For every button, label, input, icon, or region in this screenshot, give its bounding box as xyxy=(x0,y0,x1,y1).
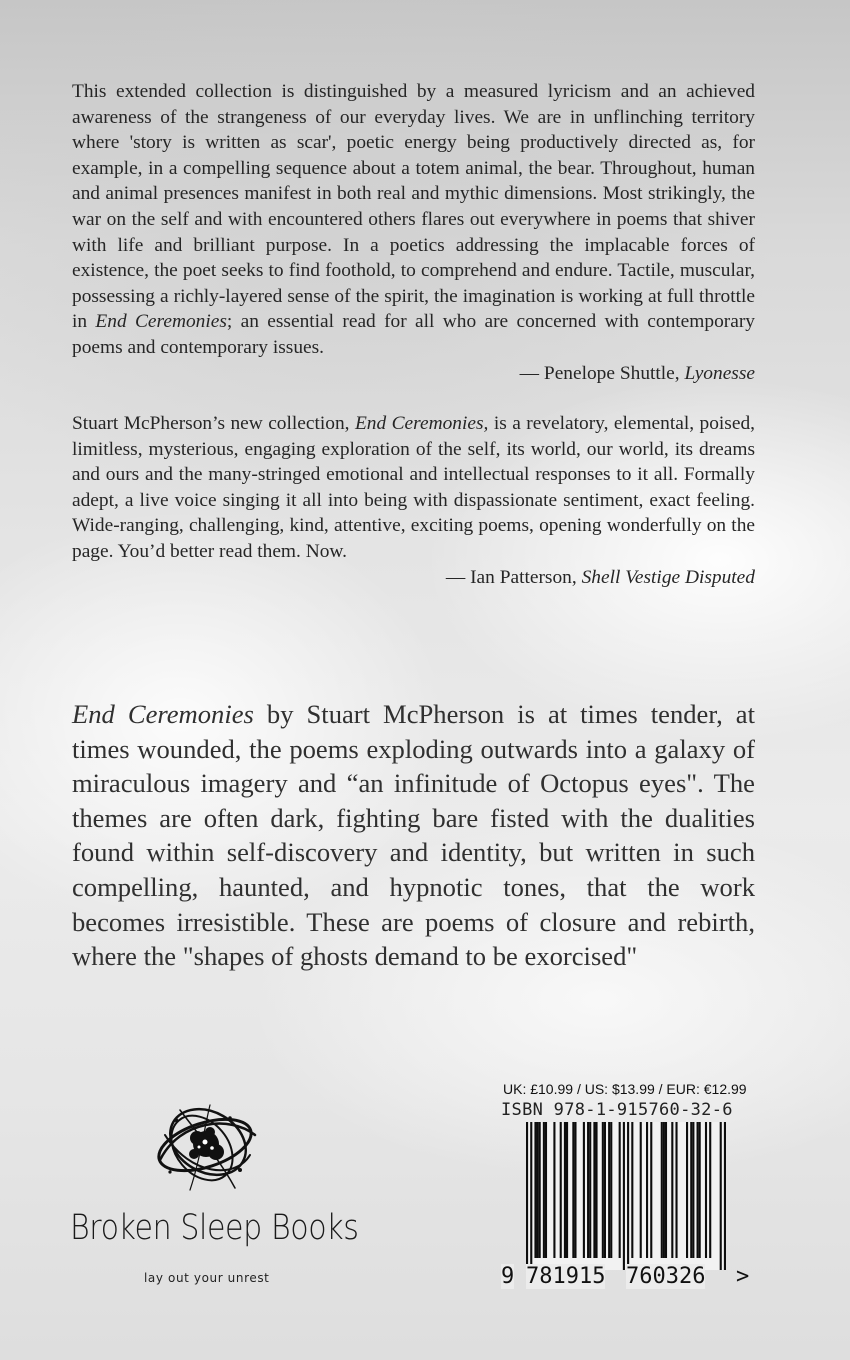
barcode-bar xyxy=(543,1122,545,1258)
barcode-bar xyxy=(705,1122,707,1258)
barcode-bar xyxy=(587,1122,589,1258)
barcode-bar xyxy=(720,1122,722,1270)
barcode-bar xyxy=(661,1122,663,1258)
barcode-bar xyxy=(623,1122,625,1270)
ink-scribble-logo-icon xyxy=(150,1100,265,1195)
barcode-bar xyxy=(663,1122,665,1258)
barcode-bar xyxy=(608,1122,610,1258)
barcode-bar xyxy=(697,1122,699,1258)
barcode-bar xyxy=(675,1122,677,1258)
barcode-bar xyxy=(595,1122,597,1258)
barcode-bar xyxy=(572,1122,574,1258)
barcode-bar xyxy=(671,1122,673,1258)
barcode-bar xyxy=(631,1122,633,1258)
barcode-bar xyxy=(574,1122,576,1258)
barcode-bar xyxy=(610,1122,612,1258)
barcode-bar xyxy=(589,1122,591,1258)
barcode-bar xyxy=(640,1122,642,1258)
barcode-bar xyxy=(537,1122,539,1258)
barcode-bar xyxy=(709,1122,711,1258)
barcode-bar xyxy=(724,1122,726,1270)
book-title: End Ceremonies xyxy=(95,311,227,333)
barcode-bar xyxy=(583,1122,585,1258)
barcode-bar xyxy=(692,1122,694,1258)
endorsement-attribution: — Ian Patterson, Shell Vestige Disputed xyxy=(445,566,755,588)
barcode-digits-left: 781915 xyxy=(526,1264,606,1289)
barcode-bar xyxy=(593,1122,595,1258)
barcode-bar xyxy=(553,1122,555,1258)
barcode-bar xyxy=(665,1122,667,1258)
endorsement-text: This extended collection is distinguished by a measured lyricism and an achieved awareness of the strangeness of our everyday lives. We are in unflinching territory where 'story is written as scar', poetic energy being productively directed as, for example, in a compelling sequence about a totem animal, the bear. Throughout, human and animal presences manifest in both real and mythic dimensions. Most strikingly, the war on the self and with encountered others flares out everywhere in poems that shiver with life and brilliant purpose. In a poetics addressing the implacable forces of existence, the poet seeks to find foothold, to comprehend and endure. Tactile, muscular, possessing a richly-layered sense of the spirit, the imagination is working at full throttle in End Ceremonies; an essential read for all who are concerned with contemporary poems and contemporary issues. xyxy=(72,81,755,358)
barcode-bar xyxy=(686,1122,688,1258)
book-title: End Ceremonies xyxy=(72,699,254,729)
isbn-line: ISBN 978-1-915760-32-6 xyxy=(501,1100,733,1120)
barcode-bar xyxy=(539,1122,541,1258)
barcode-bar xyxy=(560,1122,562,1258)
barcode-bar xyxy=(526,1122,528,1270)
price-line: UK: £10.99 / US: $13.99 / EUR: €12.99 xyxy=(503,1081,747,1097)
barcode-bar xyxy=(650,1122,652,1258)
barcode-bar xyxy=(690,1122,692,1258)
barcode-bar xyxy=(627,1122,629,1270)
barcode-bar xyxy=(604,1122,606,1258)
barcode-bar xyxy=(699,1122,701,1258)
barcode-quiet-zone-marker: > xyxy=(736,1264,750,1289)
publisher-tagline: lay out your unrest xyxy=(144,1271,270,1285)
barcode-bar xyxy=(619,1122,621,1258)
barcode-bars xyxy=(526,1122,726,1270)
barcode-digit-first: 9 xyxy=(501,1264,515,1289)
barcode-bar xyxy=(646,1122,648,1258)
barcode-bar xyxy=(530,1122,532,1270)
barcode-bar xyxy=(602,1122,604,1258)
barcode-background xyxy=(526,1122,726,1270)
barcode-bar xyxy=(564,1122,566,1258)
endorsement-patterson xyxy=(72,411,755,590)
barcode-bar xyxy=(566,1122,568,1258)
book-description: End Ceremonies by Stuart McPherson is at times tender, at times wounded, the poems exploding outwards into a galaxy of miraculous imagery and “an infinitude of Octopus eyes". The themes are often dark, fighting bare fisted with the dualities found within self-discovery and identity, but written in such compelling, haunted, and hypnotic tones, that the work becomes irresistible. These are poems of closure and rebirth, where the "shapes of ghosts demand to be exorcised" xyxy=(72,699,755,972)
endorsement-text: Stuart McPherson’s new collection, End Ceremonies, is a revelatory, elemental, poised, limitless, mysterious, engaging exploration of the self, its world, our world, its dreams and ours and the many-stringed emotional and intellectual responses to it all. Formally adept, a live voice singing it all into being with dispassionate sentiment, exact feeling. Wide-ranging, challenging, kind, attentive, exciting poems, opening wonderfully on the page. You’d better read them. Now. xyxy=(72,413,755,562)
endorsement-shuttle xyxy=(72,79,755,386)
publisher-name: Broken Sleep Books xyxy=(70,1208,359,1248)
barcode-digits-right: 760326 xyxy=(626,1264,706,1289)
endorsement-attribution: — Penelope Shuttle, Lyonesse xyxy=(519,362,755,384)
barcode-bar xyxy=(534,1122,536,1258)
barcode-bar xyxy=(545,1122,547,1258)
book-title: End Ceremonies, xyxy=(354,413,489,434)
